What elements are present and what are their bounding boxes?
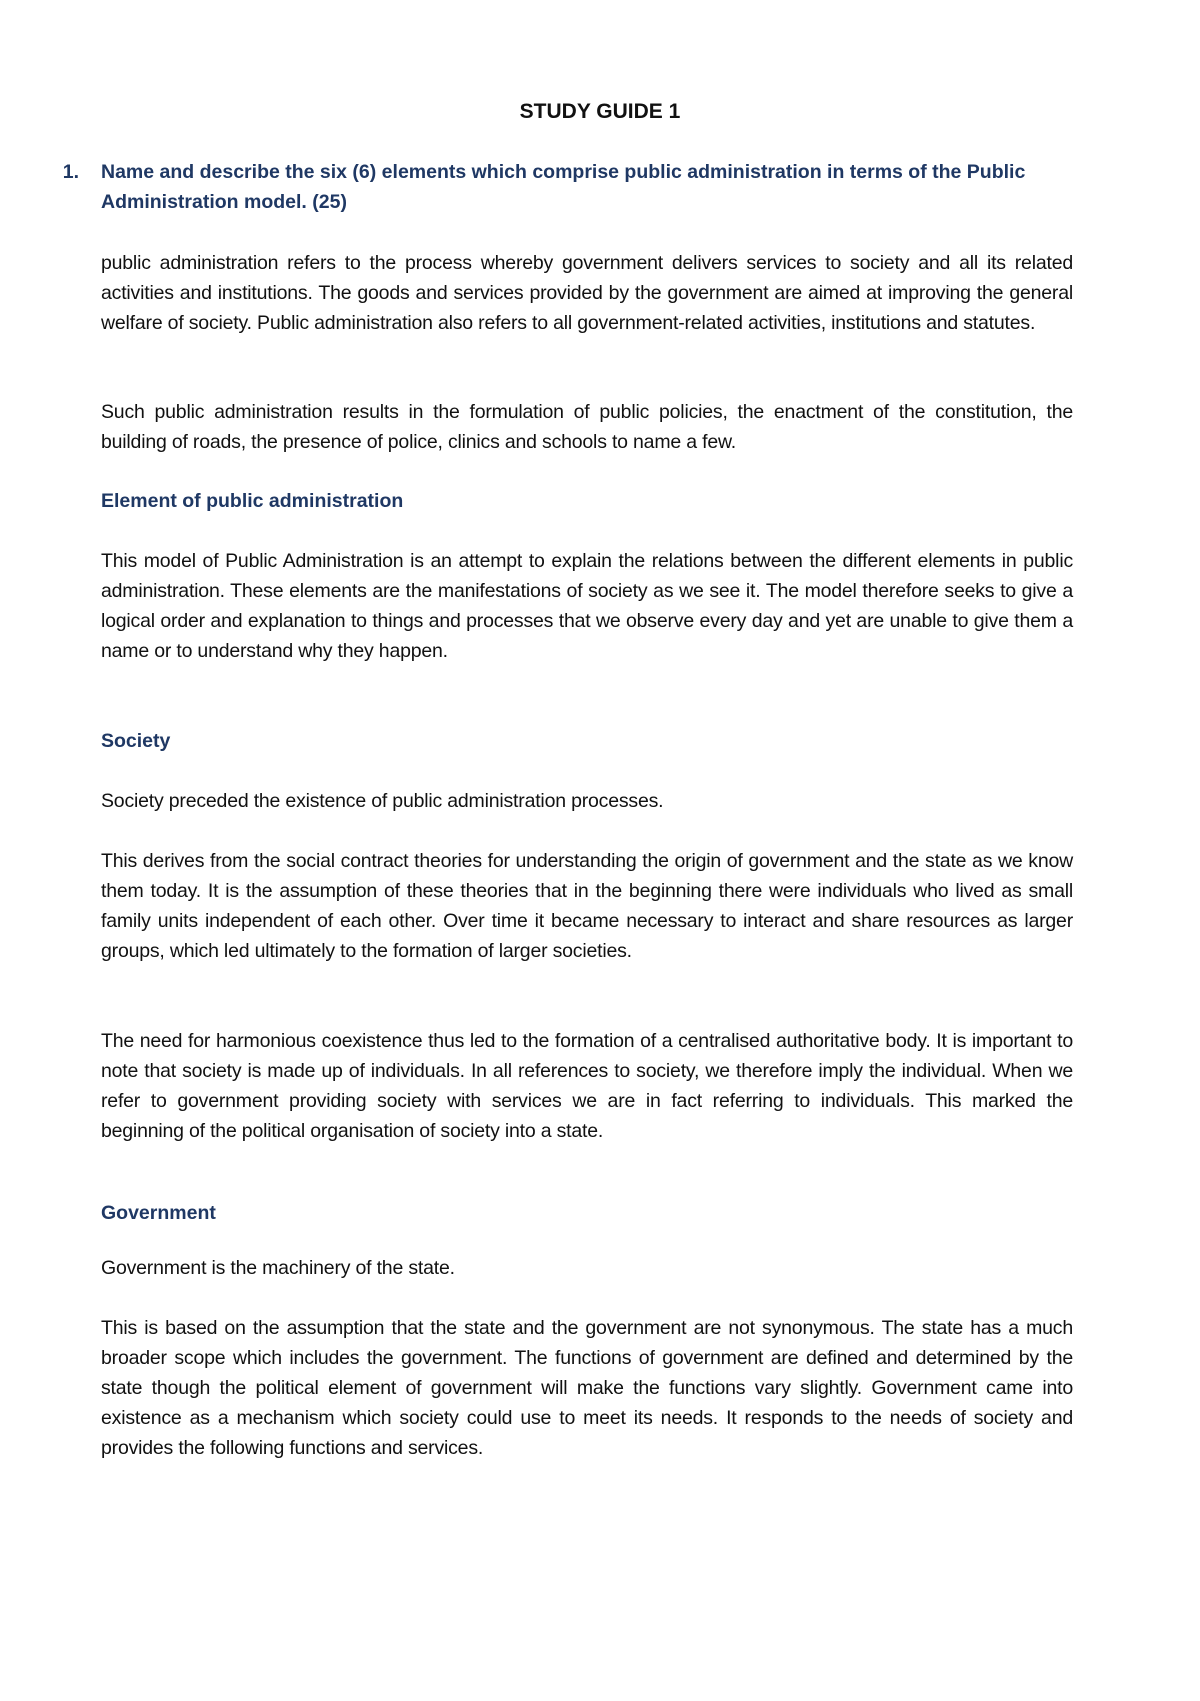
paragraph-results: Such public administration results in the formulation of public policies, the enactment of the constitution, the building of roads, the presence of police, clinics and schools to name a few. (101, 401, 1073, 453)
paragraph-society-3: The need for harmonious coexistence thus led to the formation of a centralised authoritative body. It is important to note that society is made up of individuals. In all references to society, we therefore imply the individual. When we refer to government providing society with services we are in fact referring to individuals. This marked the beginning of the political organisation of society into a state. (101, 1030, 1073, 1142)
paragraph-government-2: This is based on the assumption that the state and the government are not synonymous. The state has a much broader scope which includes the government. The functions of government are defined and determined by the state though the political element of government will make the functions vary slightly. Government came into existence as a mechanism which society could use to meet its needs. It responds to the needs of society and provides the following functions and services. (101, 1317, 1073, 1459)
paragraph-definition: public administration refers to the process whereby government delivers services to society and all its related activities and institutions. The goods and services provided by the government are aimed at improving the general welfare of society. Public administration also refers to all government-related activities, institutions and statutes. (101, 252, 1073, 334)
document-title: STUDY GUIDE 1 (519, 100, 681, 123)
question-1 (62, 157, 1073, 217)
heading-society: Society (101, 730, 171, 752)
paragraph-government-1: Government is the machinery of the state. (101, 1257, 455, 1279)
heading-element: Element of public administration (101, 490, 404, 512)
paragraph-society-1: Society preceded the existence of public administration processes. (101, 790, 664, 812)
question-text: Name and describe the six (6) elements which comprise public administration in terms of the Public Administration model. (25) (101, 161, 1026, 213)
heading-government: Government (101, 1202, 216, 1224)
paragraph-model: This model of Public Administration is an attempt to explain the relations between the different elements in public administration. These elements are the manifestations of society as we see it. The model therefore seeks to give a logical order and explanation to things and processes that we observe every day and yet are unable to give them a name or to understand why they happen. (101, 550, 1073, 662)
question-number: 1. (62, 161, 79, 183)
paragraph-society-2: This derives from the social contract theories for understanding the origin of government and the state as we know them today. It is the assumption of these theories that in the beginning there were individuals who lived as small family units independent of each other. Over time it became necessary to interact and share resources as larger groups, which led ultimately to the formation of larger societies. (101, 850, 1073, 962)
